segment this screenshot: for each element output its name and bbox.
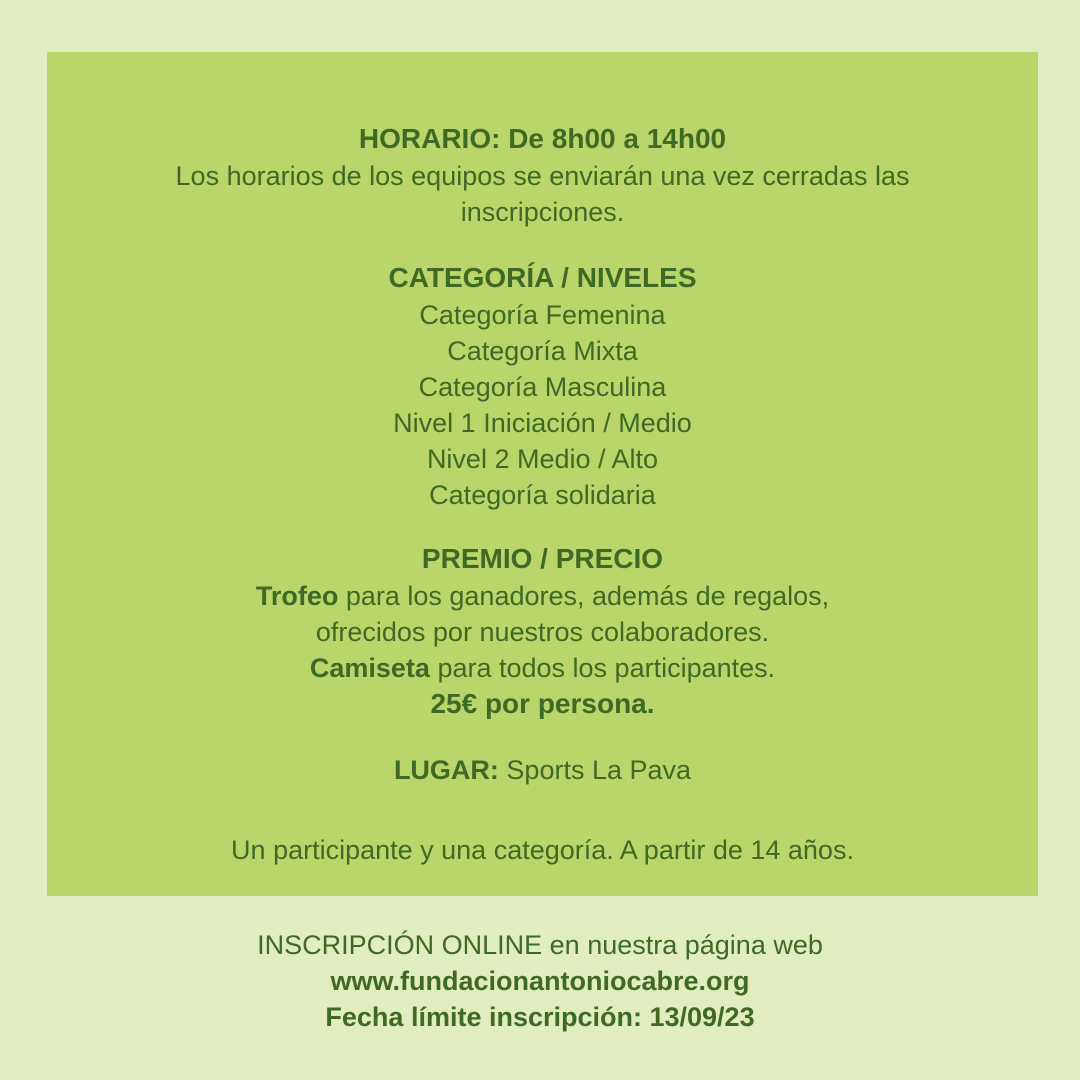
trofeo-rest: para los ganadores, además de regalos,: [338, 581, 830, 611]
footer-deadline: Fecha límite inscripción: 13/09/23: [325, 1002, 755, 1032]
horario-text-line2: inscripciones.: [460, 197, 625, 227]
participation-note: Un participante y una categoría. A partir de 14 años.: [231, 835, 854, 865]
premio-title: PREMIO / PRECIO: [421, 543, 664, 574]
lugar-value: Sports La Pava: [498, 755, 692, 785]
category-item: Nivel 2 Medio / Alto: [426, 444, 659, 474]
camiseta-bold: Camiseta: [309, 653, 430, 683]
footer-website-link[interactable]: www.fundacionantoniocabre.org: [330, 966, 750, 996]
horario-title: HORARIO: De 8h00 a 14h00: [358, 123, 727, 154]
footer-registration-line: INSCRIPCIÓN ONLINE en nuestra página web: [257, 930, 823, 960]
camiseta-rest: para todos los participantes.: [429, 653, 776, 683]
premio-line2: ofrecidos por nuestros colaboradores.: [315, 617, 770, 647]
lugar-line: [47, 752, 1038, 788]
category-item: Categoría Mixta: [447, 336, 638, 366]
horario-text-line1: Los horarios de los equipos se enviarán una vez cerradas las: [175, 161, 910, 191]
price: 25€ por persona.: [430, 688, 655, 719]
category-item: Categoría solidaria: [429, 480, 656, 510]
info-panel: [47, 52, 1038, 896]
categorias-title: CATEGORÍA / NIVELES: [388, 262, 697, 293]
lugar-label: LUGAR:: [393, 755, 499, 785]
premio-trofeo-line: [47, 578, 1038, 614]
trofeo-bold: Trofeo: [255, 581, 339, 611]
category-item: Nivel 1 Iniciación / Medio: [393, 408, 692, 438]
category-item: Categoría Femenina: [419, 300, 666, 330]
premio-camiseta-line: [47, 650, 1038, 686]
category-item: Categoría Masculina: [418, 372, 667, 402]
